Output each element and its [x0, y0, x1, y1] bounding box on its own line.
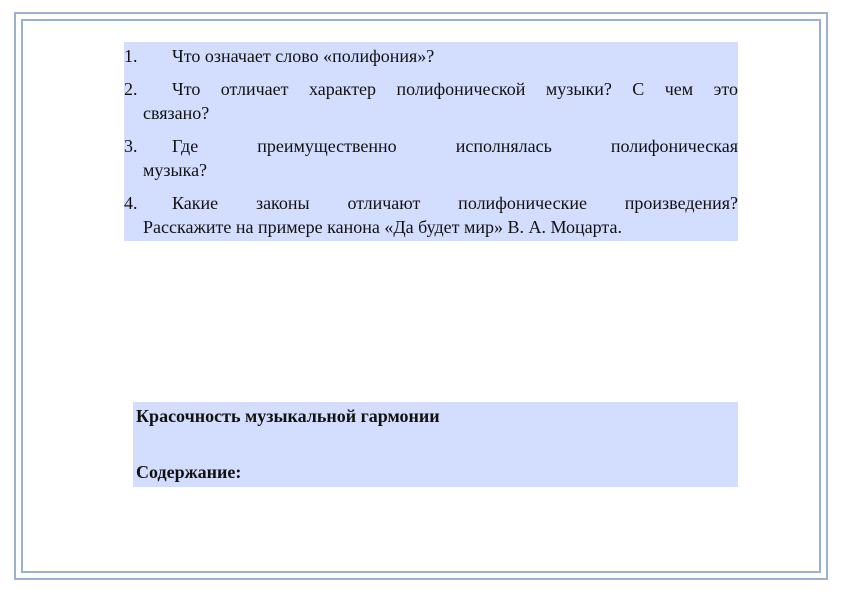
question-text-continuation: музыка? — [143, 160, 208, 180]
topic-block — [133, 402, 738, 487]
topic-subtitle: Содержание: — [136, 462, 242, 482]
question-text: Какие законы отличают полифонические произведения? — [172, 193, 738, 213]
question-item — [124, 44, 738, 68]
question-number: 2. — [124, 79, 138, 99]
question-text: Что означает слово «полифония»? — [172, 46, 435, 66]
question-text-continuation: связано? — [143, 103, 210, 123]
questions-block — [124, 42, 738, 241]
question-text-continuation: Расскажите на примере канона «Да будет мир» В. А. Моцарта. — [143, 217, 623, 237]
question-number: 3. — [124, 136, 138, 156]
question-number: 4. — [124, 193, 138, 213]
question-item — [124, 191, 738, 239]
question-item — [124, 77, 738, 125]
question-number: 1. — [124, 46, 138, 66]
topic-title: Красочность музыкальной гармонии — [136, 406, 440, 426]
question-item — [124, 134, 738, 182]
question-text: Что отличает характер полифонической музыки? С чем это — [172, 79, 738, 99]
question-text: Где преимущественно исполнялась полифоническая — [172, 136, 738, 156]
